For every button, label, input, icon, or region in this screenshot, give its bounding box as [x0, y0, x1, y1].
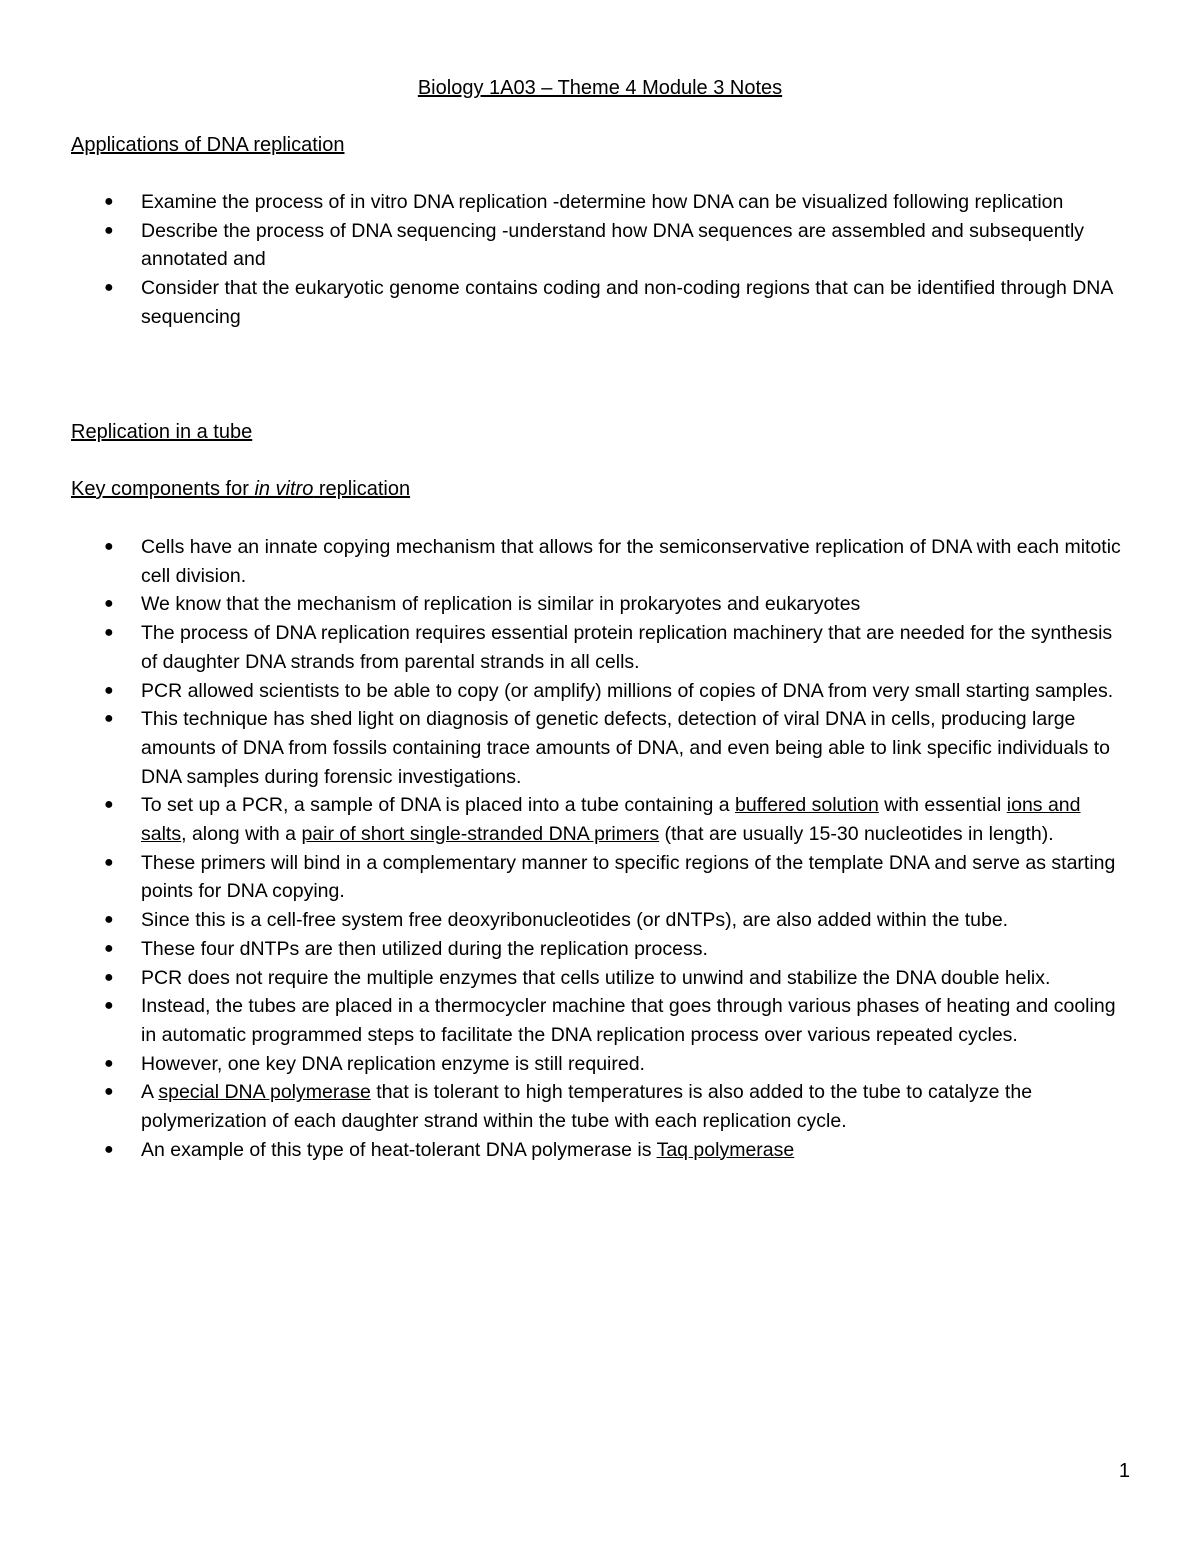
bullet-icon: ●: [104, 939, 114, 957]
bullet-icon: ●: [104, 968, 114, 986]
list-item: ● We know that the mechanism of replication is similar in prokaryotes and eukaryotes: [0, 590, 1131, 619]
list-item-polymerase: ● A special DNA polymerase that is tolerant to high temperatures is also added to the tube to catalyze the polymerization of each daughter strand within the tube with each replication cycle.: [0, 1078, 1131, 1135]
list-item: ● Since this is a cell-free system free deoxyribonucleotides (or dNTPs), are also added within the tube.: [0, 906, 1131, 935]
bullet-icon: ●: [104, 911, 114, 929]
bullet-icon: ●: [104, 853, 114, 871]
replication-tube-heading: Replication in a tube: [71, 421, 253, 443]
special-polymerase-term: special DNA polymerase: [158, 1081, 371, 1104]
bullet-icon: ●: [104, 279, 114, 297]
bullet-icon: ●: [104, 624, 114, 642]
bullet-icon: ●: [104, 681, 114, 699]
bullet-icon: ●: [104, 538, 114, 555]
list-item: ● Instead, the tubes are placed in a thermocycler machine that goes through various phases of heating and cooling in automatic programmed steps to facilitate the DNA replication process over various repeated cycles.: [0, 992, 1131, 1049]
list-item: ● These primers will bind in a complementary manner to specific regions of the template DNA and serve as starting points for DNA copying.: [0, 849, 1131, 906]
bullet-icon: ●: [104, 997, 114, 1015]
list-item: ● However, one key DNA replication enzyme is still required.: [0, 1050, 1131, 1079]
list-item: ● Consider that the eukaryotic genome contains coding and non-coding regions that can be identified through DNA sequencing: [0, 274, 1131, 331]
bullet-icon: ●: [104, 193, 114, 210]
bullet-icon: ●: [104, 710, 114, 728]
ions-salts-term: ions and salts: [141, 794, 1081, 846]
list-item-taq: ● An example of this type of heat-tolerant DNA polymerase is Taq polymerase: [0, 1136, 1131, 1165]
list-item: ● The process of DNA replication requires essential protein replication machinery that are needed for the synthesis of daughter DNA strands from parental strands in all cells.: [0, 619, 1131, 676]
bullet-icon: ●: [104, 1083, 114, 1101]
buffered-solution-term: buffered solution: [735, 794, 879, 817]
list-item-pcr-setup: ● To set up a PCR, a sample of DNA is placed into a tube containing a buffered solution with essential ions and salts, along with a pair of short single-stranded DNA primers (that are usually 15-30 nucleotides in length).: [0, 791, 1131, 848]
taq-polymerase-term: Taq polymerase: [656, 1138, 795, 1161]
bullet-icon: ●: [104, 595, 114, 613]
page-number: 1: [1118, 1460, 1130, 1482]
applications-heading: Applications of DNA replication: [71, 134, 345, 156]
primers-term: pair of short single-stranded DNA primers: [301, 823, 660, 846]
list-item: ● PCR allowed scientists to be able to copy (or amplify) millions of copies of DNA from very small starting samples.: [0, 677, 1131, 706]
list-item: ● Describe the process of DNA sequencing -understand how DNA sequences are assembled and subsequently annotated and: [0, 217, 1131, 274]
bullet-icon: ●: [104, 796, 114, 814]
bullet-icon: ●: [104, 1140, 114, 1158]
bullet-icon: ●: [104, 1054, 114, 1072]
list-item: ● PCR does not require the multiple enzymes that cells utilize to unwind and stabilize the DNA double helix.: [0, 964, 1131, 993]
key-components-heading: Key components for in vitro replication: [71, 478, 411, 500]
bullet-icon: ●: [104, 221, 114, 239]
list-item: ● These four dNTPs are then utilized during the replication process.: [0, 935, 1131, 964]
list-item: ● This technique has shed light on diagnosis of genetic defects, detection of viral DNA in cells, producing large amounts of DNA from fossils containing trace amounts of DNA, and even being able to link specific individuals to DNA samples during forensic investigations.: [0, 705, 1131, 791]
list-item: ● Examine the process of in vitro DNA replication -determine how DNA can be visualized following replication: [0, 188, 1131, 217]
document-title: Biology 1A03 – Theme 4 Module 3 Notes: [417, 77, 783, 99]
key-components-list: [0, 533, 1200, 1164]
applications-list: [0, 188, 1200, 332]
list-item: ● Cells have an innate copying mechanism that allows for the semiconservative replication of DNA with each mitotic cell division.: [0, 533, 1131, 590]
